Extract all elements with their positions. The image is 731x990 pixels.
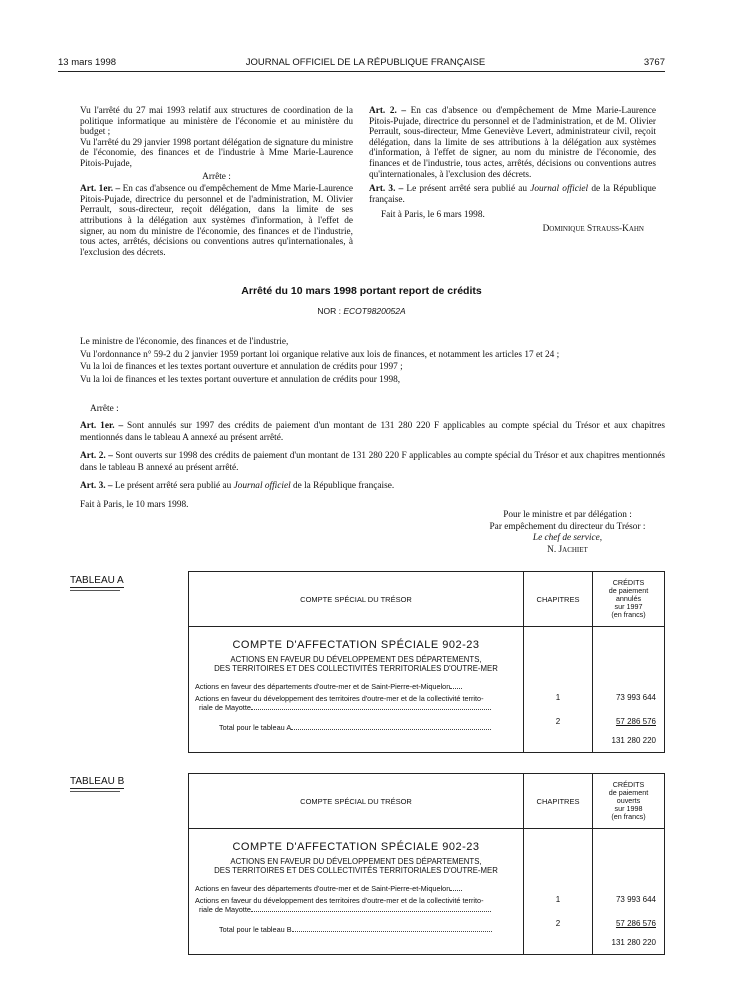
amount: 57 286 576 [615, 717, 656, 726]
account-subheading: ACTIONS EN FAVEUR DU DÉVELOPPEMENT DES DÉPARTEMENTS, DES TERRITOIRES ET DES COLLECTIVITÉS TERRITORIALES D'OUTRE-MER [214, 857, 498, 875]
column-header: CHAPITRES [524, 572, 593, 627]
nor-value: ECOT9820052A [343, 306, 406, 316]
chapter-number: 2 [555, 919, 561, 928]
decree-title: Arrêté du 10 mars 1998 portant report de crédits [241, 285, 482, 297]
page-number: 3767 [643, 57, 665, 68]
tableau-b-label: TABLEAU B [70, 776, 125, 787]
table-row: Actions en faveur des départements d'outre-mer et de Saint-Pierre-et-Miquelon [189, 682, 523, 691]
article-label: Art. 2. – [369, 106, 407, 116]
signature-line: Par empêchement du directeur du Trésor : [489, 521, 646, 532]
account-heading: COMPTE D'AFFECTATION SPÉCIALE 902-23 [232, 639, 480, 651]
amount: 73 993 644 [615, 895, 656, 904]
table-header-row [189, 774, 665, 829]
article-3 [369, 184, 656, 205]
account-subheading: ACTIONS EN FAVEUR DU DÉVELOPPEMENT DES DÉPARTEMENTS, DES TERRITOIRES ET DES COLLECTIVITÉS TERRITORIALES D'OUTRE-MER [214, 655, 498, 673]
arrete-heading: Arrête : [90, 404, 119, 414]
left-column [80, 106, 353, 258]
article-label: Art. 2. – [80, 451, 113, 461]
column-header: CHAPITRES [524, 774, 593, 829]
tableau-a-table [188, 571, 665, 753]
account-cell [189, 829, 524, 955]
vu-paragraph: Vu l'arrêté du 29 janvier 1998 portant délégation de signature du ministre de l'économie, des finances et de l'industrie à Mme Marie-Laurence Pitois-Pujade, [80, 137, 353, 169]
article-text: de la République française. [369, 184, 656, 205]
fait-a-paris: Fait à Paris, le 6 mars 1998. [381, 210, 485, 221]
article-2 [369, 106, 656, 180]
fait-a-paris: Fait à Paris, le 10 mars 1998. [80, 500, 189, 510]
table-header-row [189, 572, 665, 627]
header-rule [58, 71, 665, 72]
signature-name: N. Jachiet [547, 544, 588, 555]
total-row: Total pour le tableau B [189, 925, 523, 934]
signature-title: Le chef de service, [532, 533, 603, 543]
amounts-cell [593, 829, 665, 955]
article-text: Sont annulés sur 1997 des crédits de paiement d'un montant de 131 280 220 F applicables au compte spécial du Trésor et aux chapitres mentionnés dans le tableau A annexé au présent arrêté. [80, 421, 665, 443]
column-header: COMPTE SPÉCIAL DU TRÉSOR [189, 774, 524, 829]
header-date: 13 mars 1998 [58, 57, 117, 68]
article-text: de la République française. [293, 481, 395, 491]
account-cell [189, 627, 524, 753]
chapter-number: 1 [555, 895, 561, 904]
table-row: Actions en faveur du développement des territoires d'outre-mer et de la collectivité territo- riale de Mayotte [189, 694, 523, 712]
tableau-a-label: TABLEAU A [70, 575, 124, 586]
amount: 57 286 576 [615, 919, 656, 928]
minister-intro: Le ministre de l'économie, des finances et de l'industrie, [80, 337, 289, 347]
table-row: Actions en faveur des départements d'outre-mer et de Saint-Pierre-et-Miquelon [189, 884, 523, 893]
chapters-cell [524, 627, 593, 753]
total-row: Total pour le tableau A [189, 723, 523, 732]
article-text: Le présent arrêté sera publié au [114, 481, 232, 491]
arrete-heading: Arrête : [202, 171, 231, 182]
journal-officiel: Journal officiel [530, 184, 589, 195]
decree-article-2 [80, 450, 665, 474]
vu-paragraph: Vu l'arrêté du 27 mai 1993 relatif aux structures de coordination de la politique informatique au ministère de l'économie et au ministère du budget ; [80, 106, 353, 138]
tableau-b-table [188, 773, 665, 955]
vu-line: Vu la loi de finances et les textes portant ouverture et annulation de crédits pour 1998, [80, 374, 401, 385]
tableau-b-rule [70, 791, 120, 792]
vu-line: Vu l'ordonnance n° 59-2 du 2 janvier 1959 portant loi organique relative aux lois de finances, et notamment les articles 17 et 24 ; [80, 349, 560, 360]
article-label: Art. 3. – [369, 184, 404, 195]
chapter-number: 2 [555, 717, 561, 726]
signature-line: Pour le ministre et par délégation : [503, 510, 632, 520]
nor-label: NOR : [317, 306, 341, 316]
total-amount: 131 280 220 [611, 736, 656, 745]
column-header: CRÉDITS de paiement ouverts sur 1998 (en francs) [593, 774, 665, 829]
article-text: En cas d'absence ou d'empêchement de Mme Marie-Laurence Pitois-Pujade, directrice du personnel et de l'administration, M. Olivier Perrault, sous-directeur, reçoit délégation, dans la limite de ses attributions à la délégation aux systèmes d'information, à l'effet de signer, au nom du ministre de l'économie, des finances et de l'industrie, tous actes, arrêtés, décisions ou conventions autres qu'internationales, à l'exclusion des décrets. [80, 184, 354, 258]
vu-line: Vu la loi de finances et les textes portant ouverture et annulation de crédits pour 1997 ; [80, 362, 403, 372]
article-text: Sont ouverts sur 1998 des crédits de paiement d'un montant de 131 280 220 F applicables au compte spécial du Trésor et aux chapitres mentionnés dans le tableau B annexé au présent arrêté. [80, 451, 666, 473]
signature: Dominique Strauss-Kahn [542, 223, 644, 234]
table-body-row [189, 829, 665, 955]
total-amount: 131 280 220 [611, 938, 656, 947]
article-text: Le présent arrêté sera publié au [406, 184, 528, 195]
account-heading: COMPTE D'AFFECTATION SPÉCIALE 902-23 [232, 841, 480, 853]
chapter-number: 1 [555, 693, 561, 702]
decree-article-1 [80, 420, 665, 444]
article-text: En cas d'absence ou d'empêchement de Mme Marie-Laurence Pitois-Pujade, directrice du personnel et de l'administration, et de M. Olivier Perrault, sous-directeur, Mme Geneviève Levert, administrateur civil, reçoit délégation, dans la limite de ses attributions à la délégation aux systèmes d'information, à l'effet de signer, au nom du ministre de l'économie, des finances et de l'industrie, tous actes, arrêtés, décisions ou conventions autres qu'internationales, à l'exclusion des décrets. [369, 106, 657, 180]
article-1 [80, 184, 353, 258]
journal-officiel: Journal officiel [233, 481, 291, 491]
table-row: Actions en faveur du développement des territoires d'outre-mer et de la collectivité territo- riale de Mayotte [189, 896, 523, 914]
article-label: Art. 1er. – [80, 421, 124, 431]
article-label: Art. 1er. – [80, 184, 121, 195]
column-header: CRÉDITS de paiement annulés sur 1997 (en francs) [593, 572, 665, 627]
article-label: Art. 3. – [80, 481, 113, 491]
decree-signature [470, 510, 665, 556]
amount: 73 993 644 [615, 693, 656, 702]
decree-article-3 [80, 480, 665, 493]
nor-reference [58, 306, 665, 316]
amounts-cell [593, 627, 665, 753]
decree-preamble [80, 336, 665, 386]
table-body-row [189, 627, 665, 753]
right-column [369, 106, 656, 235]
column-header: COMPTE SPÉCIAL DU TRÉSOR [189, 572, 524, 627]
tableau-a-rule [70, 590, 120, 591]
journal-title: JOURNAL OFFICIEL DE LA RÉPUBLIQUE FRANÇAISE [245, 57, 486, 68]
chapters-cell [524, 829, 593, 955]
